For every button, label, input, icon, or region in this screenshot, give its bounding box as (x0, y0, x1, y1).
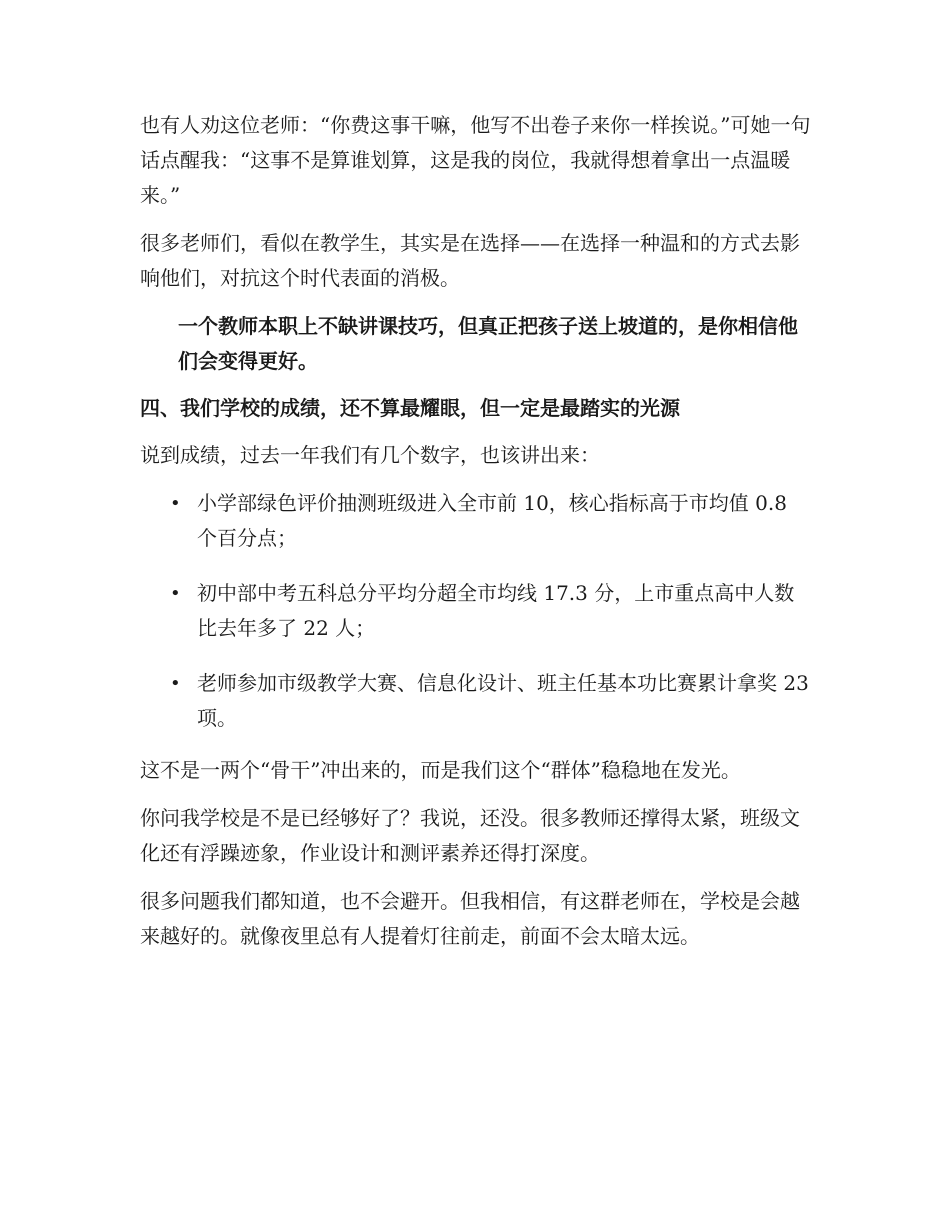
paragraph: 也有人劝这位老师：“你费这事干嘛，他写不出卷子来你一样挨说。”可她一句话点醒我：“这事不是算谁划算，这是我的岗位，我就得想着拿出一点温暖来。” (140, 113, 811, 207)
section-heading: 四、我们学校的成绩，还不算最耀眼，但一定是最踏实的光源 (140, 396, 680, 420)
bullet-icon: • (170, 493, 181, 514)
bullet-icon: • (170, 673, 181, 694)
list-item (140, 576, 812, 646)
achievement-list (140, 486, 812, 736)
bullet-icon: • (170, 583, 181, 604)
list-item-text: 小学部绿色评价抽测班级进入全市前 10，核心指标高于市均值 0.8 个百分点； (197, 491, 787, 550)
list-item (140, 666, 812, 736)
list-item-text: 初中部中考五科总分平均分超全市均线 17.3 分，上市重点高中人数比去年多了 22 人； (197, 581, 795, 640)
paragraph: 很多老师们，看似在教学生，其实是在选择——在选择一种温和的方式去影响他们，对抗这个时代表面的消极。 (140, 231, 800, 290)
paragraph: 这不是一两个“骨干”冲出来的，而是我们这个“群体”稳稳地在发光。 (140, 758, 741, 782)
document-body (140, 108, 812, 967)
paragraph: 很多问题我们都知道，也不会避开。但我相信，有这群老师在，学校是会越来越好的。就像夜里总有人提着灯往前走，前面不会太暗太远。 (140, 889, 800, 948)
list-item-text: 老师参加市级教学大赛、信息化设计、班主任基本功比赛累计拿奖 23 项。 (197, 671, 809, 730)
emphasis-quote: 一个教师本职上不缺讲课技巧，但真正把孩子送上坡道的，是你相信他们会变得更好。 (178, 314, 798, 373)
list-item (140, 486, 812, 556)
paragraph: 你问我学校是不是已经够好了？我说，还没。很多教师还撑得太紧，班级文化还有浮躁迹象，作业设计和测评素养还得打深度。 (140, 806, 800, 865)
intro-paragraph: 说到成绩，过去一年我们有几个数字，也该讲出来： (140, 443, 600, 467)
